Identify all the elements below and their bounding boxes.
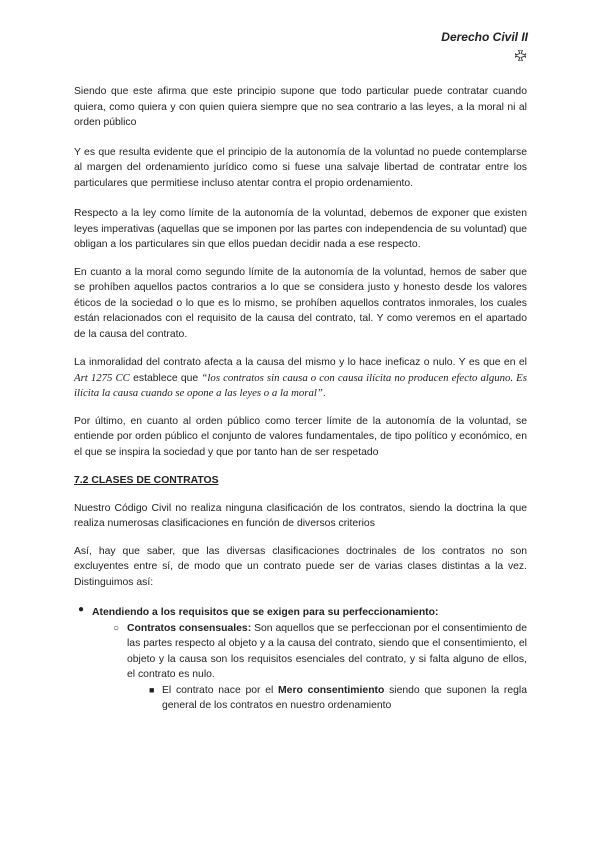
list-item-level-1 xyxy=(74,602,527,621)
list-item-level-3-a: El contrato nace por el xyxy=(162,684,279,696)
list-item-level-2-body: Son aquellos que se perfeccionan por el consentimiento de las partes respecto al objeto y a la causa del contrato, siendo que el consentimiento, el objeto y la causa son los requisitos esenciales del contrato, y si falta alguno de ellos, el contrato es nulo. xyxy=(127,622,527,680)
header-title: Derecho Civil II xyxy=(441,30,528,44)
paragraph-5-text-a: La inmoralidad del contrato afecta a la causa del mismo y lo hace ineficaz o nulo. Y es que en el xyxy=(74,357,527,368)
square-bullet-icon: ■ xyxy=(149,684,155,695)
section-title: 7.2 CLASES DE CONTRATOS xyxy=(74,475,219,486)
term-mero-consentimiento: Mero consentimiento xyxy=(278,684,385,696)
paragraph-4: En cuanto a la moral como segundo límite de la autonomía de la voluntad, hemos de saber que se prohíben aquellos pactos contrarios a lo que se considera justo y honesto desde los valores éticos de la sociedad o lo que es lo mismo, se prohíben aquellos contratos inmorales, los cuales están relacionados con el requisito de la causa del contrato, tal. Y como veremos en el apartado de la causa del contrato. xyxy=(74,266,527,340)
paragraph-5-text-b: establece que xyxy=(129,372,202,384)
list-item-level-3-b: siendo que suponen la regla general de los contratos en nuestro ordenamiento xyxy=(162,684,528,711)
list-item-level-1-text: Atendiendo a los requisitos que se exigen para su perfeccionamiento: xyxy=(92,607,439,618)
article-reference: Art 1275 CC xyxy=(74,371,130,384)
list-item-level-2 xyxy=(74,621,527,683)
paragraph-5 xyxy=(74,355,527,402)
paragraph-8: Así, hay que saber, que las diversas clasificaciones doctrinales de los contratos no son excluyentes entre sí, de modo que un contrato puede ser de varias clases distintas a la vez. Distinguimos así: xyxy=(74,545,527,588)
list-item-level-3-text xyxy=(162,683,527,714)
paragraph-1: Siendo que este afirma que este principio supone que todo particular puede contratar cuando quiera, como quiera y con quien quiera siempre que no sea contrario a las leyes, a la moral ni al orden público xyxy=(74,86,527,128)
list-item-level-2-text xyxy=(127,621,527,683)
legal-quote: “los contratos sin causa o con causa ilícita no producen efecto alguno. Es ilícita la causa cuando se opone a las leyes o a la moral” xyxy=(74,371,527,399)
paragraph-2: Y es que resulta evidente que el principio de la autonomía de la voluntad no puede contemplarse al margen del ordenamiento jurídico como si fuese una salvaje libertad de contratar entre los particulares que permitiese incluso atentar contra el propio ordenamiento. xyxy=(74,146,527,189)
document-body xyxy=(74,84,527,714)
bullet-icon: ● xyxy=(78,604,85,615)
term-contratos-consensuales: Contratos consensuales: xyxy=(127,622,252,634)
paragraph-6: Por último, en cuanto al orden público como tercer límite de la autonomía de la voluntad, se entiende por orden público el conjunto de valores fundamentales, de tipo político y económico, en el que se inspira la sociedad y que por tanto han de ser respetado xyxy=(74,415,527,458)
paragraph-7: Nuestro Código Civil no realiza ninguna clasificación de los contratos, siendo la doctrina la que realiza numerosas clasificaciones en función de diversos criterios xyxy=(74,502,527,529)
paragraph-3: Respecto a la ley como límite de la autonomía de la voluntad, debemos de exponer que existen leyes imperativas (aquellas que se imponen por las partes con independencia de su voluntad) que obligan a los particulares sin que ellos puedan decidir nada a ese respecto. xyxy=(74,208,527,250)
list-item-level-3 xyxy=(74,683,527,714)
circle-bullet-icon: ○ xyxy=(113,622,120,634)
paragraph-5-text-c: . xyxy=(322,388,326,399)
cross-pattee-icon xyxy=(515,50,526,61)
